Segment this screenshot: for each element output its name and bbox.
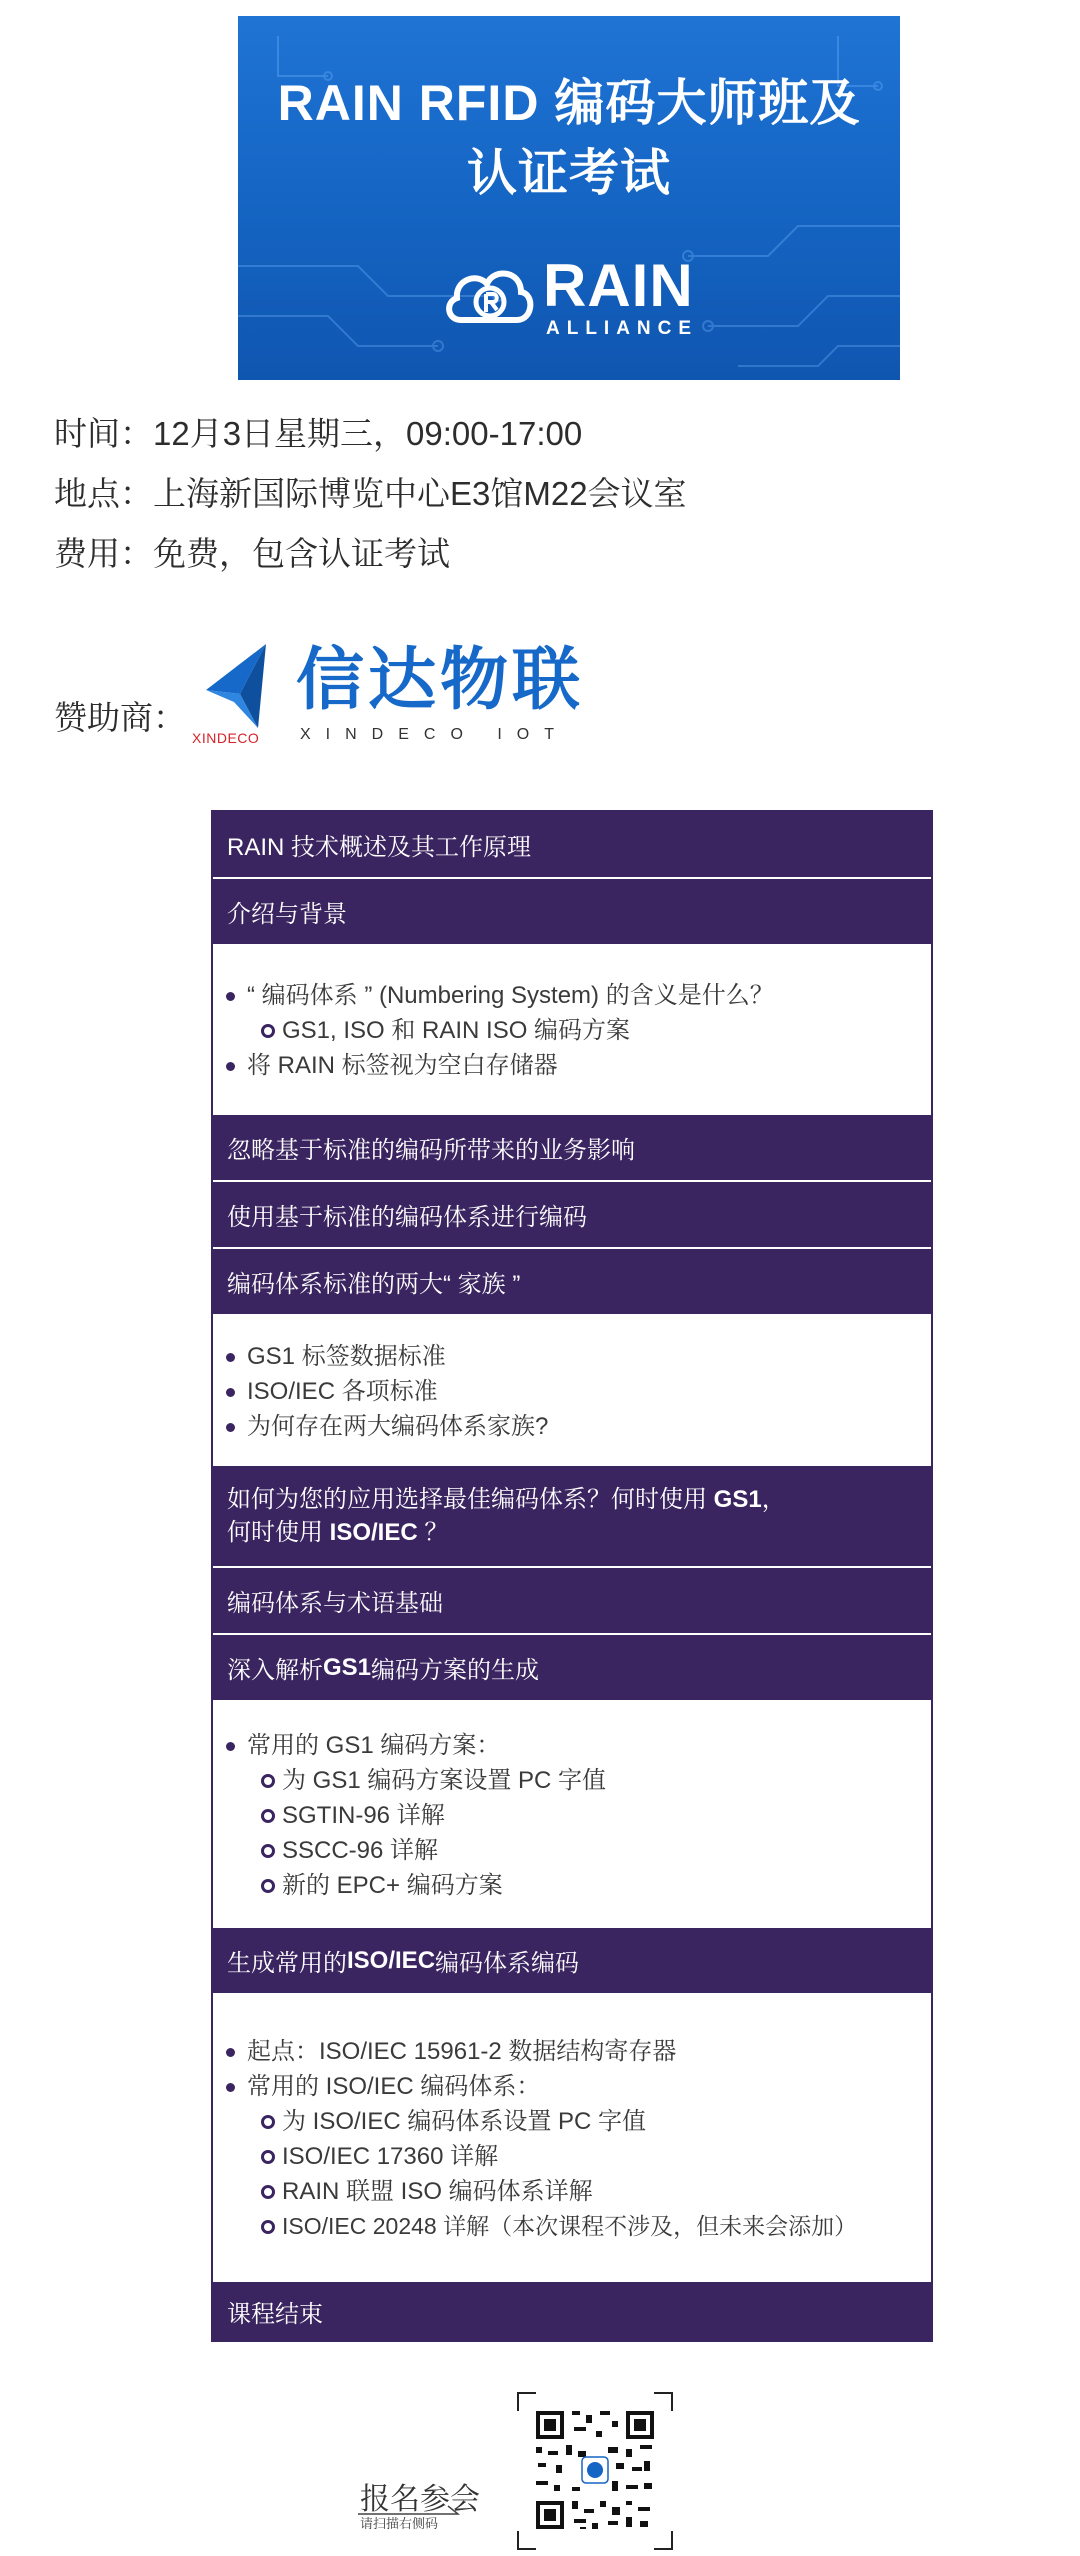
- agenda-section-1: RAIN 技术概述及其工作原理: [213, 812, 931, 879]
- banner-title-line2: 认证考试: [467, 145, 671, 201]
- rain-cloud-icon: [443, 258, 535, 328]
- agenda-section-10: 课程结束: [213, 2282, 931, 2340]
- list-item: 常用的 ISO/IEC 编码体系：: [217, 2069, 927, 2104]
- agenda-section-2-details: [213, 946, 931, 1115]
- qr-code-icon: [516, 2391, 674, 2551]
- banner-title: [238, 68, 900, 208]
- agenda-section-6: 如何为您的应用选择最佳编码体系？何时使用 GS1， 何时使用 ISO/IEC ？: [213, 1466, 931, 1568]
- agenda-table: [211, 810, 933, 2342]
- list-subitem: SGTIN-96 详解: [217, 1798, 927, 1833]
- event-banner: [238, 16, 900, 380]
- agenda-section-7: 编码体系与术语基础: [213, 1568, 931, 1635]
- list-subitem: GS1, ISO 和 RAIN ISO 编码方案: [217, 1013, 927, 1048]
- list-item: GS1 标签数据标准: [217, 1339, 927, 1374]
- registration-qr-code[interactable]: [516, 2391, 674, 2551]
- logo-alliance-text: ALLIANCE: [546, 318, 699, 339]
- agenda-section-2: 介绍与背景: [213, 879, 931, 946]
- list-item: 为何存在两大编码体系家族?: [217, 1409, 927, 1444]
- list-item: 常用的 GS1 编码方案：: [217, 1728, 927, 1763]
- register-title: 报名参会: [360, 2483, 480, 2516]
- sponsor-mark-text: XINDECO: [192, 730, 260, 746]
- sponsor-name-cn: 信达物联: [296, 642, 585, 718]
- list-subitem: SSCC-96 详解: [217, 1833, 927, 1868]
- list-subitem: 为 GS1 编码方案设置 PC 字值: [217, 1763, 927, 1798]
- logo-rain-text: RAIN: [543, 252, 694, 319]
- agenda-section-9-details: [213, 1995, 931, 2282]
- list-item: ISO/IEC 各项标准: [217, 1374, 927, 1409]
- list-item: 将 RAIN 标签视为空白存储器: [217, 1048, 927, 1083]
- rain-alliance-logo: [443, 252, 703, 352]
- event-fee: 费用：免费，包含认证考试: [54, 535, 450, 572]
- agenda-section-8: 深入解析 GS1 编码方案的生成: [213, 1635, 931, 1702]
- list-subitem: 为 ISO/IEC 编码体系设置 PC 字值: [217, 2104, 927, 2139]
- list-subitem: 新的 EPC+ 编码方案: [217, 1868, 927, 1903]
- list-subitem: ISO/IEC 17360 详解: [217, 2139, 927, 2174]
- list-item: “ 编码体系 ” (Numbering System) 的含义是什么？: [217, 978, 927, 1013]
- event-time: 时间：12月3日星期三，09:00-17:00: [54, 415, 583, 452]
- sponsor-name-en: XINDECO IOT: [300, 726, 570, 743]
- agenda-section-5: 编码体系标准的两大“ 家族 ”: [213, 1249, 931, 1316]
- sponsor-logo: [192, 640, 612, 750]
- xindeco-mark-icon: [200, 642, 280, 730]
- agenda-section-8-details: [213, 1702, 931, 1928]
- sponsor-label: 赞助商：: [54, 699, 186, 736]
- list-subitem: RAIN 联盟 ISO 编码体系详解: [217, 2174, 927, 2209]
- list-subitem: ISO/IEC 20248 详解（本次课程不涉及，但未来会添加）: [217, 2209, 927, 2244]
- agenda-section-5-details: [213, 1316, 931, 1466]
- agenda-section-4: 使用基于标准的编码体系进行编码: [213, 1182, 931, 1249]
- agenda-section-9: 生成常用的 ISO/IEC 编码体系编码: [213, 1928, 931, 1995]
- event-location: 地点：上海新国际博览中心E3馆M22会议室: [54, 475, 687, 512]
- agenda-section-3: 忽略基于标准的编码所带来的业务影响: [213, 1115, 931, 1182]
- list-item: 起点：ISO/IEC 15961-2 数据结构寄存器: [217, 2034, 927, 2069]
- register-subtitle: 请扫描右侧码: [360, 2516, 439, 2531]
- banner-title-line1: RAIN RFID 编码大师班及: [277, 75, 861, 131]
- arrow-underline-icon: [358, 2502, 468, 2516]
